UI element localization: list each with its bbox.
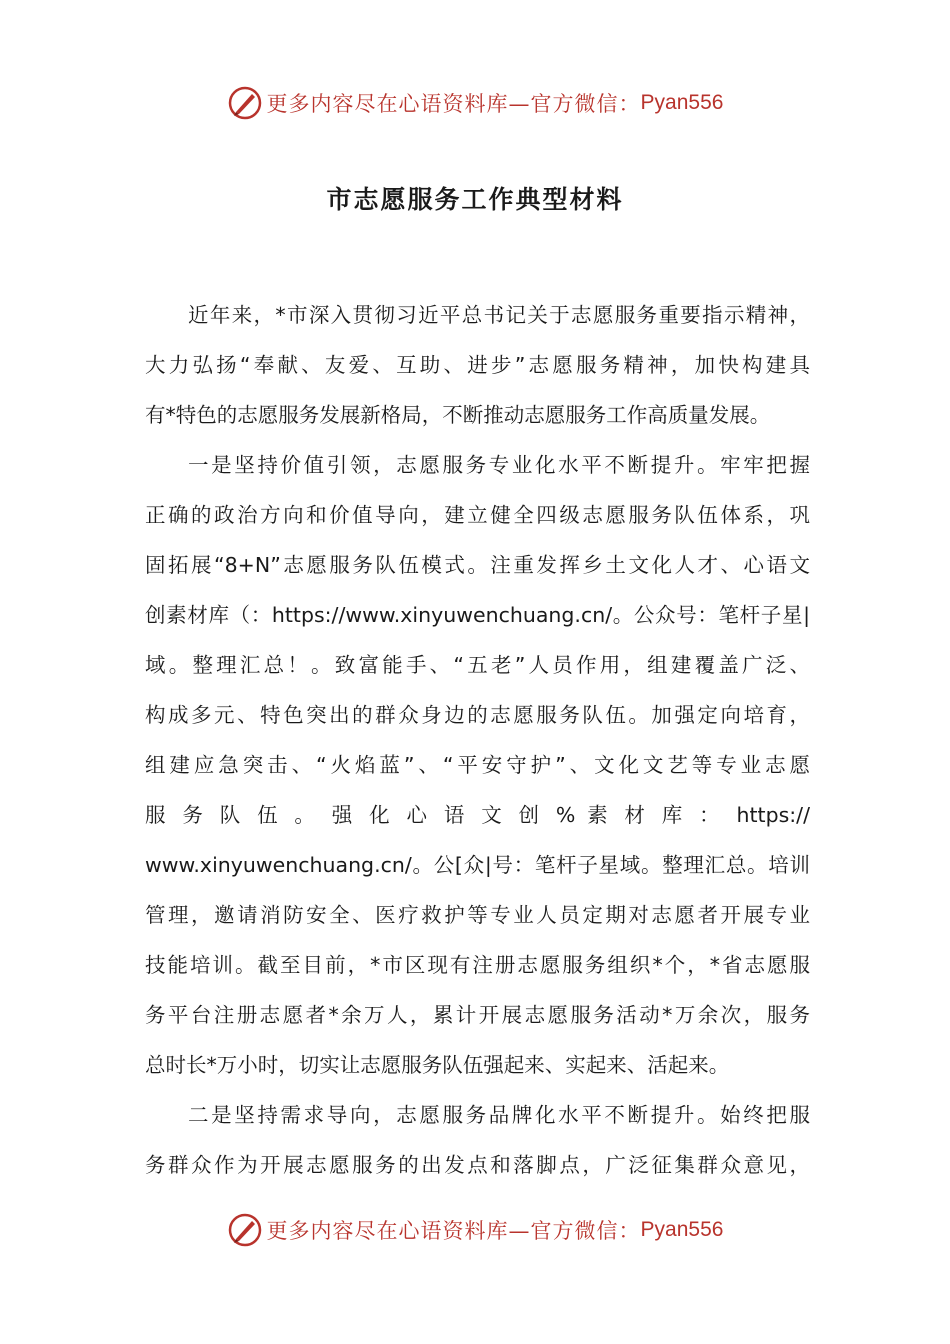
text-line: 正确的政治方向和价值导向，建立健全四级志愿服务队伍体系，巩	[145, 503, 810, 527]
pen-logo-icon	[227, 1212, 263, 1248]
footer-banner	[0, 1210, 950, 1250]
text-line: 大力弘扬“奉献、友爱、互助、进步”志愿服务精神，加快构建具	[145, 353, 810, 377]
text-line: 一是坚持价值引领，志愿服务专业化水平不断提升。牢牢把握	[188, 453, 810, 477]
text-line: 构成多元、特色突出的群众身边的志愿服务队伍。加强定向培育，	[145, 703, 810, 727]
document-title: 市志愿服务工作典型材料	[326, 185, 624, 214]
text-line: 总时长*万小时，切实让志愿服务队伍强起来、实起来、活起来。	[145, 1053, 730, 1077]
text-line: www.xinyuwenchuang.cn/。公[众|号：笔杆子星域。整理汇总。培训	[145, 853, 810, 877]
banner-wechat-id: Pyan556	[640, 91, 724, 114]
text-line: 域。整理汇总！。致富能手、“五老”人员作用，组建覆盖广泛、	[145, 653, 810, 677]
text-line: 技能培训。截至目前，*市区现有注册志愿服务组织*个，*省志愿服	[145, 953, 810, 977]
pen-logo-icon	[227, 85, 263, 121]
banner-wechat-id: Pyan556	[640, 1218, 724, 1241]
text-line: 服 务 队 伍 。 强 化 心 语 文 创 % 素 材 库 ： https://	[145, 803, 810, 827]
text-line: 创素材库（：https://www.xinyuwenchuang.cn/。公众号：笔杆子星|	[145, 603, 810, 627]
text-line: 固拓展“8+N”志愿服务队伍模式。注重发挥乡土文化人才、心语文	[145, 553, 810, 577]
header-banner	[0, 83, 950, 123]
text-line: 二是坚持需求导向，志愿服务品牌化水平不断提升。始终把服	[188, 1103, 810, 1127]
text-line: 近年来，*市深入贯彻习近平总书记关于志愿服务重要指示精神，	[188, 303, 810, 327]
text-line: 有*特色的志愿服务发展新格局，不断推动志愿服务工作高质量发展。	[145, 403, 771, 427]
document-body	[145, 290, 810, 1190]
text-line: 组建应急突击、“火焰蓝”、“平安守护”、文化文艺等专业志愿	[145, 753, 810, 777]
text-line: 务平台注册志愿者*余万人，累计开展志愿服务活动*万余次，服务	[145, 1003, 810, 1027]
banner-text: 更多内容尽在心语资料库—官方微信：	[266, 92, 641, 116]
text-line: 务群众作为开展志愿服务的出发点和落脚点，广泛征集群众意见，	[145, 1153, 810, 1177]
text-line: 管理，邀请消防安全、医疗救护等专业人员定期对志愿者开展专业	[145, 903, 810, 927]
banner-text: 更多内容尽在心语资料库—官方微信：	[266, 1219, 641, 1243]
